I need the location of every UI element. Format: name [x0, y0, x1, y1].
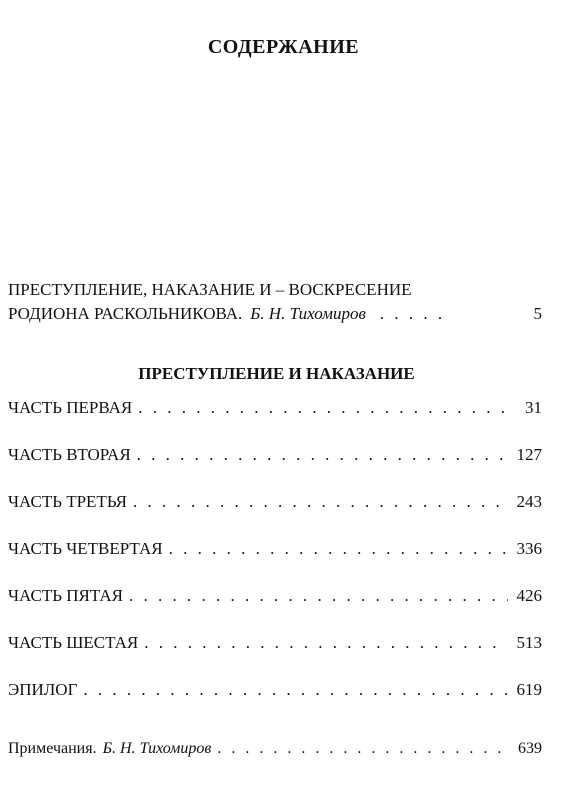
dot-leader — [133, 492, 508, 512]
dot-leader — [169, 539, 508, 559]
intro-title-line1: ПРЕСТУПЛЕНИЕ, НАКАЗАНИЕ И – ВОСКРЕСЕНИЕ — [8, 280, 412, 299]
toc-entry-label: ЧАСТЬ ВТОРАЯ — [8, 445, 131, 464]
notes-entry[interactable] — [8, 740, 542, 758]
toc-entry-part-1[interactable] — [8, 398, 542, 445]
section-title: ПРЕСТУПЛЕНИЕ И НАКАЗАНИЕ — [138, 364, 415, 383]
intro-title-line2: РОДИОНА РАСКОЛЬНИКОВА. — [8, 304, 243, 323]
toc-entry-label: ЧАСТЬ ШЕСТАЯ — [8, 633, 139, 652]
toc-entry-page: 127 — [516, 445, 542, 464]
dot-leader — [129, 586, 508, 606]
intro-entry[interactable] — [8, 278, 542, 326]
toc-entry-epilogue[interactable] — [8, 680, 542, 727]
toc-entry-page: 426 — [516, 586, 542, 605]
intro-page-number: 5 — [533, 304, 542, 323]
dot-leader — [380, 302, 450, 326]
dot-leader — [144, 633, 508, 653]
toc-entry-part-4[interactable] — [8, 539, 542, 586]
toc-list — [8, 398, 542, 727]
toc-entry-label: ЭПИЛОГ — [8, 680, 78, 699]
page-title: СОДЕРЖАНИЕ — [207, 36, 360, 58]
toc-entry-page: 31 — [525, 398, 542, 417]
toc-entry-part-6[interactable] — [8, 633, 542, 680]
toc-entry-label: ЧАСТЬ ТРЕТЬЯ — [8, 492, 128, 511]
toc-entry-label: ЧАСТЬ ПЕРВАЯ — [8, 398, 133, 417]
dot-leader — [217, 740, 508, 758]
intro-author: Б. Н. Тихомиров — [250, 304, 366, 323]
notes-author: Б. Н. Тихомиров — [102, 740, 212, 757]
toc-entry-part-5[interactable] — [8, 586, 542, 633]
toc-entry-page: 619 — [516, 680, 542, 699]
toc-entry-page: 336 — [516, 539, 542, 558]
notes-page-number: 639 — [518, 740, 542, 757]
toc-entry-part-3[interactable] — [8, 492, 542, 539]
toc-entry-part-2[interactable] — [8, 445, 542, 492]
notes-label: Примечания. — [8, 740, 97, 757]
dot-leader — [83, 680, 508, 700]
toc-entry-label: ЧАСТЬ ПЯТАЯ — [8, 586, 123, 605]
dot-leader — [137, 445, 508, 465]
toc-entry-page: 243 — [516, 492, 542, 511]
toc-entry-page: 513 — [516, 633, 542, 652]
dot-leader — [138, 398, 508, 418]
toc-entry-label: ЧАСТЬ ЧЕТВЕРТАЯ — [8, 539, 163, 558]
